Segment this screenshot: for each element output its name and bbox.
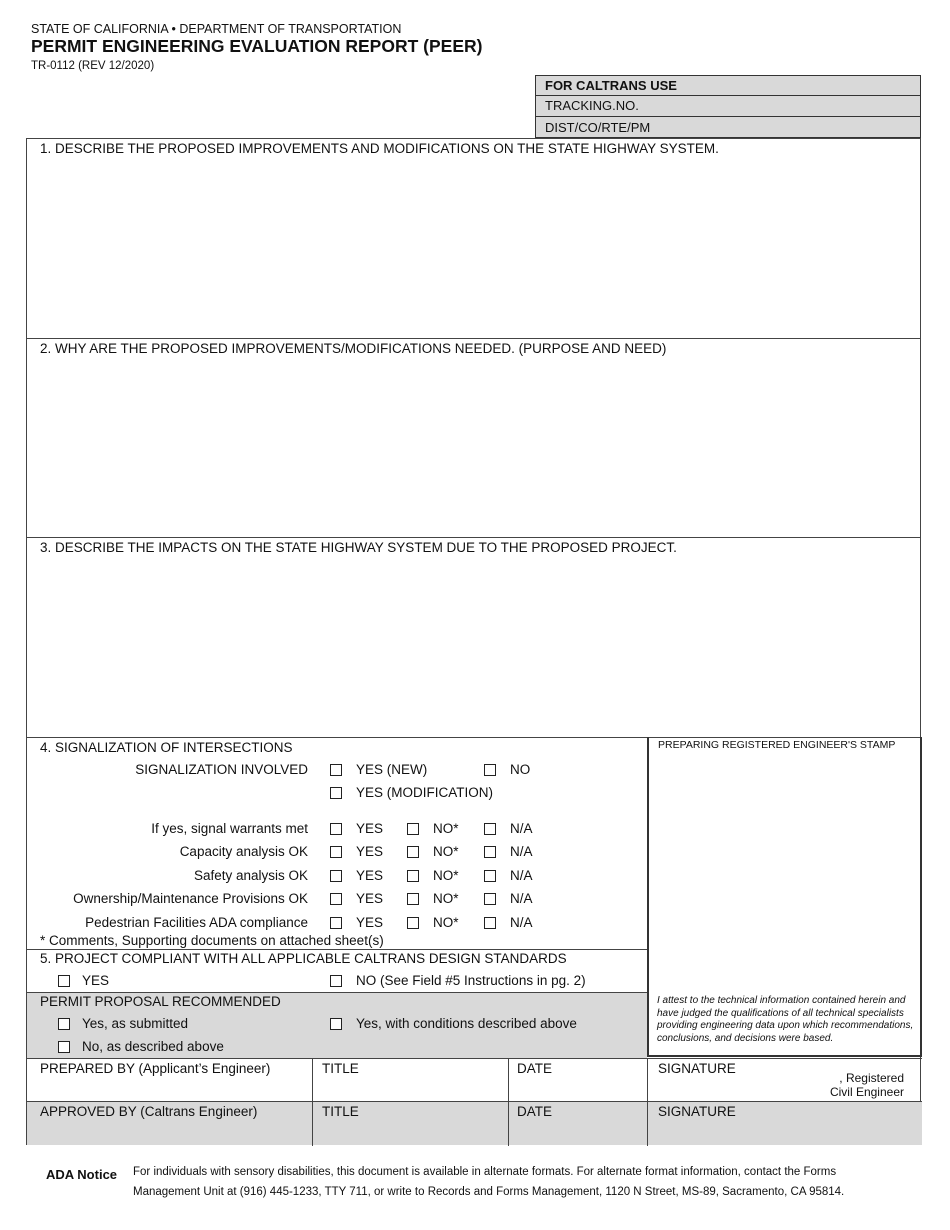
attestation-text: I attest to the technical information contained herein and have judged the qualifications of all technical specialists providing engineering data upon which recommendations, conclusions, and decisions were based. bbox=[657, 995, 914, 1044]
compliant-yes-label: YES bbox=[82, 973, 110, 988]
capacity-no-label: NO* bbox=[433, 844, 459, 859]
warrants-yes-checkbox[interactable] bbox=[330, 823, 342, 835]
ownership-yes-checkbox[interactable] bbox=[330, 893, 342, 905]
approved-title-label: TITLE bbox=[322, 1104, 359, 1119]
as-submitted-checkbox[interactable] bbox=[58, 1018, 70, 1030]
yes-new-label: YES (NEW) bbox=[356, 762, 428, 777]
section-5-label: 5. PROJECT COMPLIANT WITH ALL APPLICABLE CALTRANS DESIGN STANDARDS bbox=[40, 951, 567, 966]
approved-date-label: DATE bbox=[517, 1104, 553, 1119]
divider bbox=[647, 1058, 648, 1146]
ownership-no-checkbox[interactable] bbox=[407, 893, 419, 905]
signalization-involved-label: SIGNALIZATION INVOLVED bbox=[135, 762, 308, 777]
tracking-number-field[interactable]: TRACKING.NO. bbox=[536, 96, 920, 117]
ada-notice-label: ADA Notice bbox=[46, 1167, 118, 1182]
comments-footnote: * Comments, Supporting documents on attached sheet(s) bbox=[40, 933, 384, 948]
capacity-no-checkbox[interactable] bbox=[407, 846, 419, 858]
caltrans-use-heading: FOR CALTRANS USE bbox=[536, 76, 920, 96]
ada-notice-line-2: Management Unit at (916) 445-1233, TTY 711, or write to Records and Forms Management, 1120 N Street, MS-89, Sacramento, CA 95814. bbox=[133, 1186, 845, 1198]
capacity-na-label: N/A bbox=[510, 844, 533, 859]
ada-compliance-no-checkbox[interactable] bbox=[407, 917, 419, 929]
safety-yes-label: YES bbox=[356, 868, 384, 883]
agency-line: STATE OF CALIFORNIA • DEPARTMENT OF TRANSPORTATION bbox=[31, 22, 402, 36]
no-described-label: No, as described above bbox=[82, 1039, 224, 1054]
safety-no-checkbox[interactable] bbox=[407, 870, 419, 882]
safety-yes-checkbox[interactable] bbox=[330, 870, 342, 882]
capacity-na-checkbox[interactable] bbox=[484, 846, 496, 858]
no-described-checkbox[interactable] bbox=[58, 1041, 70, 1053]
capacity-yes-label: YES bbox=[356, 844, 384, 859]
ownership-na-checkbox[interactable] bbox=[484, 893, 496, 905]
divider bbox=[27, 1101, 922, 1102]
prepared-signature-label: SIGNATURE bbox=[658, 1061, 736, 1076]
divider bbox=[27, 1058, 922, 1059]
safety-label: Safety analysis OK bbox=[193, 868, 308, 883]
dist-co-rte-pm-field[interactable]: DIST/CO/RTE/PM bbox=[545, 120, 651, 135]
no-signal-checkbox[interactable] bbox=[484, 764, 496, 776]
safety-no-label: NO* bbox=[433, 868, 459, 883]
warrants-na-checkbox[interactable] bbox=[484, 823, 496, 835]
form-body bbox=[26, 138, 921, 1145]
no-signal-label: NO bbox=[510, 762, 531, 777]
yes-modification-label: YES (MODIFICATION) bbox=[356, 785, 493, 800]
ada-compliance-label: Pedestrian Facilities ADA compliance bbox=[85, 915, 308, 930]
stamp-title: PREPARING REGISTERED ENGINEER'S STAMP bbox=[658, 739, 896, 751]
engineer-stamp-box[interactable] bbox=[647, 737, 922, 1055]
warrants-label: If yes, signal warrants met bbox=[151, 821, 308, 836]
form-title: PERMIT ENGINEERING EVALUATION REPORT (PEER) bbox=[31, 36, 483, 56]
approved-by-label: APPROVED BY (Caltrans Engineer) bbox=[40, 1104, 258, 1119]
ownership-no-label: NO* bbox=[433, 891, 459, 906]
section-3-field[interactable] bbox=[27, 538, 920, 738]
yes-new-checkbox[interactable] bbox=[330, 764, 342, 776]
warrants-na-label: N/A bbox=[510, 821, 533, 836]
ada-compliance-na-label: N/A bbox=[510, 915, 533, 930]
compliant-no-checkbox[interactable] bbox=[330, 975, 342, 987]
caltrans-use-box bbox=[535, 75, 921, 138]
section-2-label: 2. WHY ARE THE PROPOSED IMPROVEMENTS/MODIFICATIONS NEEDED. (PURPOSE AND NEED) bbox=[40, 341, 667, 356]
with-conditions-label: Yes, with conditions described above bbox=[356, 1016, 577, 1031]
form-number: TR-0112 (REV 12/2020) bbox=[31, 60, 155, 72]
safety-na-label: N/A bbox=[510, 868, 533, 883]
ada-compliance-yes-label: YES bbox=[356, 915, 384, 930]
as-submitted-label: Yes, as submitted bbox=[82, 1016, 189, 1031]
ada-compliance-na-checkbox[interactable] bbox=[484, 917, 496, 929]
capacity-label: Capacity analysis OK bbox=[179, 844, 308, 859]
with-conditions-checkbox[interactable] bbox=[330, 1018, 342, 1030]
warrants-no-label: NO* bbox=[433, 821, 459, 836]
divider bbox=[27, 949, 647, 950]
section-1-label: 1. DESCRIBE THE PROPOSED IMPROVEMENTS AND MODIFICATIONS ON THE STATE HIGHWAY SYSTEM. bbox=[40, 141, 719, 156]
section-1-field[interactable] bbox=[27, 139, 920, 339]
ada-compliance-yes-checkbox[interactable] bbox=[330, 917, 342, 929]
warrants-no-checkbox[interactable] bbox=[407, 823, 419, 835]
yes-modification-checkbox[interactable] bbox=[330, 787, 342, 799]
recommendation-heading: PERMIT PROPOSAL RECOMMENDED bbox=[40, 994, 281, 1009]
prepared-by-label: PREPARED BY (Applicant’s Engineer) bbox=[40, 1061, 271, 1076]
section-2-field[interactable] bbox=[27, 339, 920, 538]
registered-label: , Registered bbox=[839, 1071, 904, 1085]
compliant-yes-checkbox[interactable] bbox=[58, 975, 70, 987]
ada-compliance-no-label: NO* bbox=[433, 915, 459, 930]
civil-engineer-label: Civil Engineer bbox=[829, 1085, 904, 1099]
approved-signature-label: SIGNATURE bbox=[658, 1104, 736, 1119]
section-4-label: 4. SIGNALIZATION OF INTERSECTIONS bbox=[40, 740, 293, 755]
capacity-yes-checkbox[interactable] bbox=[330, 846, 342, 858]
safety-na-checkbox[interactable] bbox=[484, 870, 496, 882]
ada-notice-text bbox=[133, 1162, 923, 1202]
warrants-yes-label: YES bbox=[356, 821, 384, 836]
divider bbox=[312, 1058, 313, 1146]
prepared-title-label: TITLE bbox=[322, 1061, 359, 1076]
compliant-no-label: NO (See Field #5 Instructions in pg. 2) bbox=[356, 973, 586, 988]
section-3-label: 3. DESCRIBE THE IMPACTS ON THE STATE HIGHWAY SYSTEM DUE TO THE PROPOSED PROJECT. bbox=[40, 540, 677, 555]
ada-notice-line-1: For individuals with sensory disabilities, this document is available in alternate formats. For alternate format information, contact the Forms bbox=[133, 1166, 837, 1178]
ownership-label: Ownership/Maintenance Provisions OK bbox=[73, 891, 308, 906]
ownership-yes-label: YES bbox=[356, 891, 384, 906]
divider bbox=[27, 992, 647, 993]
ownership-na-label: N/A bbox=[510, 891, 533, 906]
prepared-date-label: DATE bbox=[517, 1061, 553, 1076]
divider bbox=[508, 1058, 509, 1146]
divider bbox=[647, 1055, 922, 1057]
